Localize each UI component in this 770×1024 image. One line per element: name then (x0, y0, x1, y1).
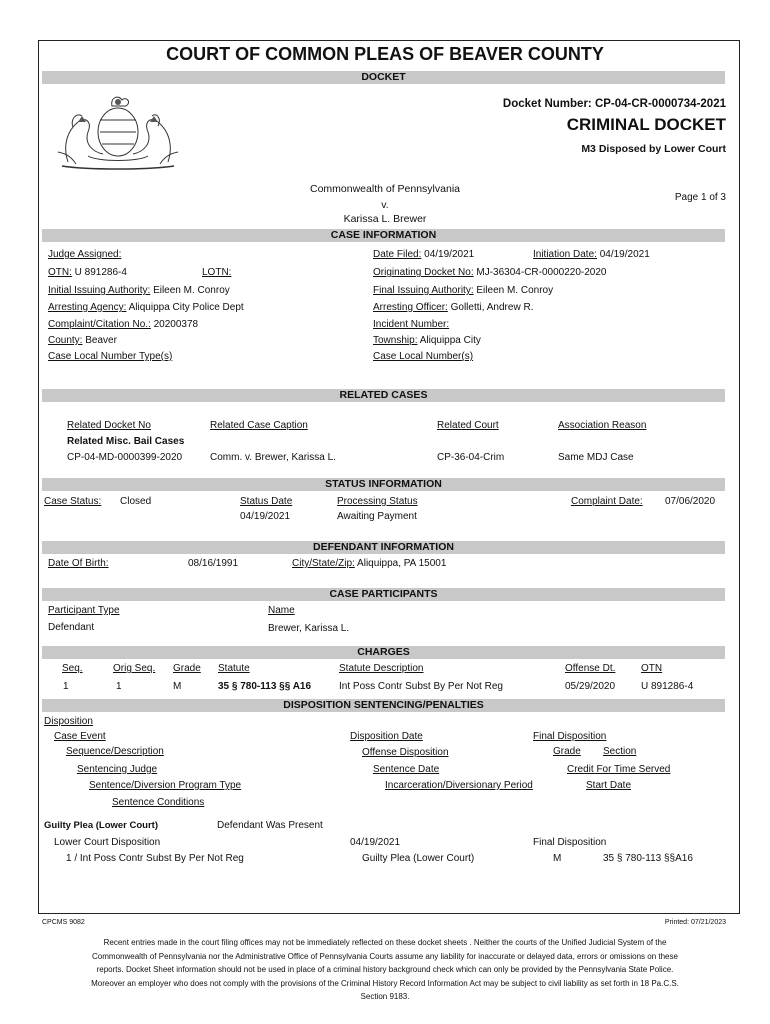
arresting-agency-row: Arresting Agency: Aliquippa City Police Dept (48, 302, 244, 313)
form-number: CPCMS 9082 (42, 919, 85, 926)
processing-status-value: Awaiting Payment (337, 511, 417, 522)
charges-bar: CHARGES (42, 646, 725, 659)
caption-line1: Commonwealth of Pennsylvania (310, 183, 460, 195)
related-caption-header: Related Case Caption (210, 420, 308, 431)
incarceration-period-label: Incarceration/Diversionary Period (385, 780, 533, 791)
final-authority-row: Final Issuing Authority: Eileen M. Conroy (373, 285, 554, 296)
county-row: County: Beaver (48, 335, 117, 346)
lower-court-date: 04/19/2021 (350, 837, 401, 848)
status-date-label: Status Date (240, 496, 293, 507)
complaint-date-value: 07/06/2020 (665, 496, 716, 507)
charge-statute-header: Statute (218, 663, 250, 674)
case-event-label: Case Event (54, 731, 106, 742)
lower-court-disposition: Lower Court Disposition (54, 837, 161, 848)
incident-number-label: Incident Number: (373, 319, 450, 330)
initiation-date-row: Initiation Date: 04/19/2021 (533, 249, 650, 260)
city-row: City/State/Zip: Aliquippa, PA 15001 (292, 558, 447, 569)
charge-otn-value: U 891286-4 (641, 681, 694, 692)
case-status-label: Case Status: (44, 496, 102, 507)
legal-disclaimer: Recent entries made in the court filing offices may not be immediately reflected on these docket sheets . Neither the courts of the Unified Judicial System of the Commonwealth of Pennsylvania nor the Administrative Office of Pennsylvania Courts assume any liability for inaccurate or delayed data, errors or omissions on these reports. Docket Sheet information should not be used in place of a criminal history background check which can only be provided by the Pennsylvania State Police. Moreover an employer who does not comply with the provisions of the Criminal History Record Information Act may be subject to civil liability as set forth in 18 Pa.C.S. Section 9183. (91, 938, 679, 1001)
disposition-date-label: Disposition Date (350, 731, 423, 742)
charge-orig-seq-header: Orig Seq. (113, 663, 156, 674)
disposition-bar: DISPOSITION SENTENCING/PENALTIES (42, 699, 725, 712)
charge-disposition-section: 35 § 780-113 §§A16 (603, 853, 693, 864)
page-indicator: Page 1 of 3 (674, 192, 726, 203)
association-reason-header: Association Reason (558, 420, 647, 431)
judge-assigned-label: Judge Assigned: (48, 249, 122, 260)
charge-grade-value: M (173, 681, 182, 692)
charge-grade-header: Grade (173, 663, 201, 674)
related-court-value: CP-36-04-Crim (437, 452, 505, 463)
final-disposition-header: Final Disposition (533, 731, 607, 742)
case-participants-bar: CASE PARTICIPANTS (42, 588, 725, 601)
charge-statute-value: 35 § 780-113 §§ A16 (218, 681, 312, 692)
sequence-description-label: Sequence/Description (66, 746, 164, 757)
related-docket-value: CP-04-MD-0000399-2020 (67, 452, 183, 463)
docket-type: CRIMINAL DOCKET (566, 115, 726, 134)
sentence-date-label: Sentence Date (373, 764, 440, 775)
participant-name-value: Brewer, Karissa L. (268, 623, 350, 634)
docket-bar: DOCKET (42, 71, 725, 84)
case-status-value: Closed (120, 496, 152, 507)
initial-authority-row: Initial Issuing Authority: Eileen M. Conroy (48, 285, 230, 296)
status-information-bar: STATUS INFORMATION (42, 478, 725, 491)
disposition-label: Disposition (44, 716, 93, 727)
caption-line2: v. (381, 199, 389, 211)
sentencing-judge-label: Sentencing Judge (77, 764, 158, 775)
complaint-no-row: Complaint/Citation No.: 20200378 (48, 319, 199, 330)
charge-description-header: Statute Description (339, 663, 424, 674)
defendant-information-bar: DEFENDANT INFORMATION (42, 541, 725, 554)
charge-disposition-grade: M (553, 853, 562, 864)
participant-type-header: Participant Type (48, 605, 120, 616)
printed-date: Printed: 07/21/2023 (664, 919, 726, 926)
charge-offense-date-value: 05/29/2020 (565, 681, 616, 692)
related-group-label: Related Misc. Bail Cases (67, 436, 185, 447)
section-header: Section (603, 746, 637, 757)
court-title: COURT OF COMMON PLEAS OF BEAVER COUNTY (166, 44, 604, 64)
lower-court-final: Final Disposition (533, 837, 607, 848)
charge-disposition-description: 1 / Int Poss Contr Subst By Per Not Reg (66, 853, 244, 864)
arresting-officer-row: Arresting Officer: Golletti, Andrew R. (373, 302, 534, 313)
related-court-header: Related Court (437, 420, 499, 431)
program-type-label: Sentence/Diversion Program Type (89, 780, 242, 791)
docket-number: Docket Number: CP-04-CR-0000734-2021 (502, 98, 726, 110)
start-date-header: Start Date (586, 780, 632, 791)
charge-offense-date-header: Offense Dt. (565, 663, 616, 674)
case-information-bar: CASE INFORMATION (42, 229, 725, 242)
charge-offense-disposition: Guilty Plea (Lower Court) (362, 853, 475, 864)
related-cases-bar: RELATED CASES (42, 389, 725, 402)
disposition-note: M3 Disposed by Lower Court (581, 143, 726, 155)
related-docket-header: Related Docket No (67, 420, 151, 431)
originating-docket-row: Originating Docket No: MJ-36304-CR-0000220-2020 (373, 267, 607, 278)
charge-orig-seq-value: 1 (116, 681, 122, 692)
credit-time-served-header: Credit For Time Served (567, 764, 671, 775)
defendant-present-note: Defendant Was Present (217, 820, 323, 831)
grade-header: Grade (553, 746, 581, 757)
related-caption-value: Comm. v. Brewer, Karissa L. (210, 452, 336, 463)
case-local-type-label: Case Local Number Type(s) (48, 351, 173, 362)
charge-seq-header: Seq. (62, 663, 83, 674)
date-filed-row: Date Filed: 04/19/2021 (373, 249, 475, 260)
participant-name-header: Name (268, 605, 295, 616)
caption-line3: Karissa L. Brewer (343, 213, 427, 225)
case-local-number-label: Case Local Number(s) (373, 351, 474, 362)
otn-row: OTN: U 891286-4 (48, 267, 127, 278)
sentence-conditions-label: Sentence Conditions (112, 797, 205, 808)
dob-value: 08/16/1991 (188, 558, 239, 569)
lotn-label: LOTN: (202, 267, 232, 278)
participant-type-value: Defendant (48, 622, 95, 633)
complaint-date-label: Complaint Date: (571, 496, 643, 507)
processing-status-label: Processing Status (337, 496, 418, 507)
charge-description-value: Int Poss Contr Subst By Per Not Reg (339, 681, 503, 692)
dob-label: Date Of Birth: (48, 558, 109, 569)
township-row: Township: Aliquippa City (373, 335, 481, 346)
charge-otn-header: OTN (641, 663, 663, 674)
charge-seq-value: 1 (63, 681, 69, 692)
pennsylvania-seal-icon (48, 92, 188, 170)
offense-disposition-label: Offense Disposition (362, 747, 449, 758)
plea-event: Guilty Plea (Lower Court) (44, 820, 159, 831)
status-date-value: 04/19/2021 (240, 511, 291, 522)
association-reason-value: Same MDJ Case (558, 452, 634, 463)
